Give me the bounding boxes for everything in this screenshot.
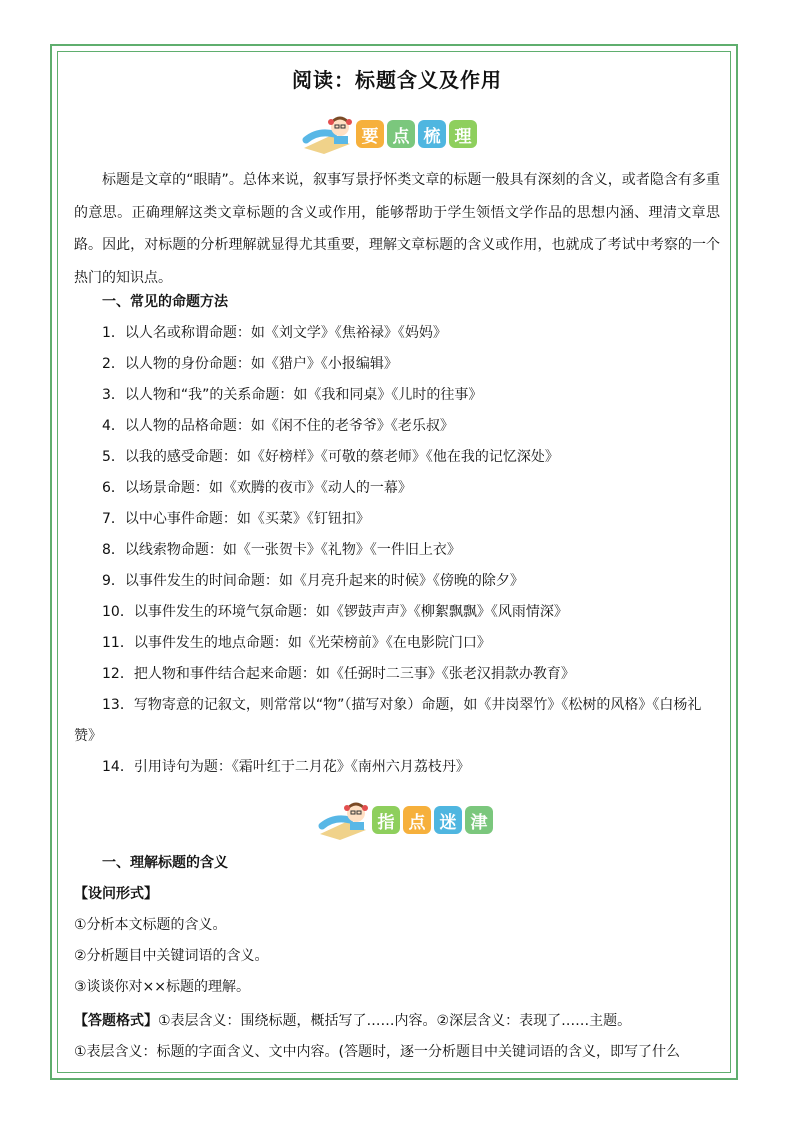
badge-char: 梳 (418, 120, 446, 148)
badge-text (372, 806, 493, 834)
ask-item: ②分析题目中关键词语的含义。 (74, 948, 269, 964)
badge-char: 迷 (434, 806, 462, 834)
ask-item: ①分析本文标题的含义。 (74, 917, 227, 933)
page-title: 阅读：标题含义及作用 (292, 68, 502, 92)
section-badge-guidance (316, 800, 506, 840)
method-item: 11．以事件发生的地点命题：如《光荣榜前》《在电影院门口》 (102, 635, 491, 651)
badge-char: 点 (387, 120, 415, 148)
method-item: 2．以人物的身份命题：如《猎户》《小报编辑》 (102, 356, 398, 372)
ask-item: ③谈谈你对××标题的理解。 (74, 979, 251, 995)
cartoon-kid-icon (300, 114, 364, 154)
badge-char: 津 (465, 806, 493, 834)
section-heading: 一、理解标题的含义 (102, 855, 228, 871)
method-item: 1．以人名或称谓命题：如《刘文学》《焦裕禄》《妈妈》 (102, 325, 447, 341)
answer-detail-line: ①表层含义：标题的字面含义、文中内容。(答题时，逐一分析题目中关键词语的含义，即写了什么 (74, 1044, 681, 1060)
intro-paragraph: 标题是文章的“眼睛”。总体来说，叙事写景抒怀类文章的标题一般具有深刻的含义，或者隐含有多重的意思。正确理解这类文章标题的含义或作用，能够帮助于学生领悟文学作品的思想内涵、理清文章思路。因此，对标题的分析理解就显得尤其重要，理解文章标题的含义或作用，也就成了考试中考察的一个热门的知识点。 (74, 172, 720, 286)
badge-char: 要 (356, 120, 384, 148)
badge-text (356, 120, 477, 148)
cartoon-kid-icon (316, 800, 380, 840)
method-item: 13．写物寄意的记叙文，则常常以“物”（描写对象）命题，如《井岗翠竹》《松树的风格》《白杨礼 (102, 697, 702, 713)
method-item: 3．以人物和“我”的关系命题：如《我和同桌》《儿时的往事》 (102, 387, 483, 403)
section-heading: 一、常见的命题方法 (102, 294, 228, 310)
method-item: 4．以人物的品格命题：如《闲不住的老爷爷》《老乐叔》 (102, 418, 454, 434)
badge-char: 指 (372, 806, 400, 834)
method-item: 12．把人物和事件结合起来命题：如《任弼时二三事》《张老汉捐款办教育》 (102, 666, 575, 682)
answer-format-label: 【答题格式】 (74, 1013, 158, 1029)
method-item: 14．引用诗句为题：《霜叶红于二月花》《南州六月荔枝丹》 (102, 759, 470, 775)
method-item: 7．以中心事件命题：如《买菜》《钉钮扣》 (102, 511, 370, 527)
badge-char: 理 (449, 120, 477, 148)
section-badge-key-points (300, 114, 490, 154)
answer-format-line (74, 1011, 720, 1031)
method-item: 9．以事件发生的时间命题：如《月亮升起来的时候》《傍晚的除夕》 (102, 573, 524, 589)
method-item: 10．以事件发生的环境气氛命题：如《锣鼓声声》《柳絮飘飘》《风雨情深》 (102, 604, 568, 620)
badge-char: 点 (403, 806, 431, 834)
method-item-continuation: 赞》 (74, 728, 102, 744)
ask-form-label: 【设问形式】 (74, 886, 158, 902)
method-item: 5．以我的感受命题：如《好榜样》《可敬的蔡老师》《他在我的记忆深处》 (102, 449, 559, 465)
method-item: 6．以场景命题：如《欢腾的夜市》《动人的一幕》 (102, 480, 412, 496)
answer-format-text: ①表层含义：围绕标题，概括写了……内容。②深层含义：表现了……主题。 (158, 1013, 632, 1029)
method-item: 8．以线索物命题：如《一张贺卡》《礼物》《一件旧上衣》 (102, 542, 461, 558)
